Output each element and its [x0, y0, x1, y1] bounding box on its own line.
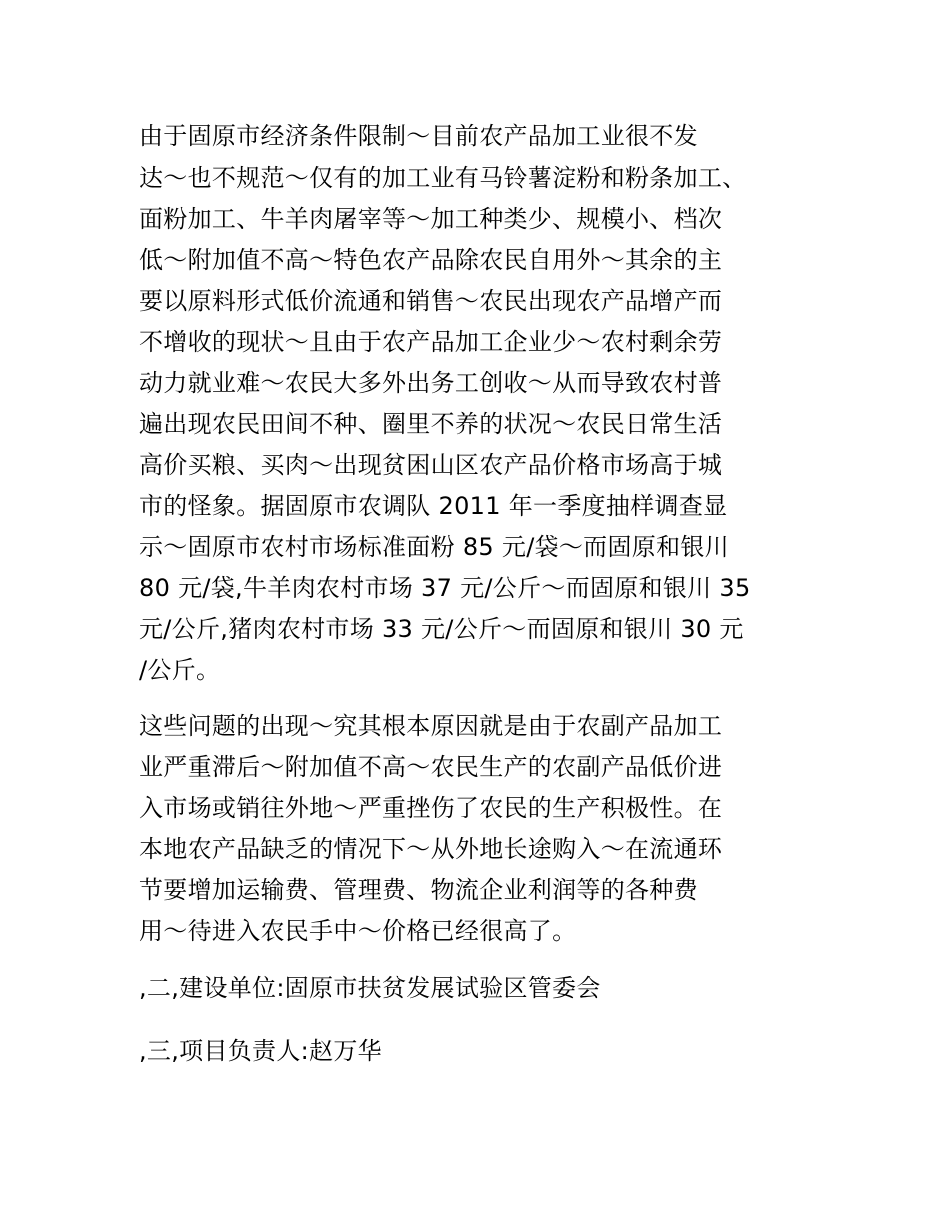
paragraph-1-line: /公斤。 — [139, 656, 221, 684]
paragraph-2-line: 入市场或销往外地～严重挫伤了农民的生产积极性。在 — [139, 794, 723, 822]
paragraph-1-line: 要以原料形式低价流通和销售～农民出现农产品增产而 — [139, 287, 723, 315]
paragraph-2-line: 这些问题的出现～究其根本原因就是由于农副产品加工 — [139, 712, 723, 740]
paragraph-1-line: 面粉加工、牛羊肉屠宰等～加工种类少、规模小、档次 — [139, 205, 723, 233]
paragraph-2-line: 用～待进入农民手中～价格已经很高了。 — [139, 917, 577, 945]
section-construction-unit: ,二,建设单位:固原市扶贫发展试验区管委会 — [139, 974, 601, 1002]
paragraph-2-line: 业严重滞后～附加值不高～农民生产的农副产品低价进 — [139, 753, 723, 781]
paragraph-2-line: 节要增加运输费、管理费、物流企业利润等的各种费 — [139, 876, 698, 904]
paragraph-1-line: 遍出现农民田间不种、圈里不养的状况～农民日常生活 — [139, 410, 723, 438]
paragraph-1-line: 示～固原市农村市场标准面粉 85 元/袋～而固原和银川 — [139, 533, 729, 561]
paragraph-1-line: 低～附加值不高～特色农产品除农民自用外～其余的主 — [139, 246, 723, 274]
paragraph-1-line: 不增收的现状～且由于农产品加工企业少～农村剩余劳 — [139, 328, 723, 356]
paragraph-1-line: 高价买粮、买肉～出现贫困山区农产品价格市场高于城 — [139, 451, 723, 479]
section-project-leader: ,三,项目负责人:赵万华 — [139, 1037, 382, 1065]
paragraph-1-line: 元/公斤,猪肉农村市场 33 元/公斤～而固原和银川 30 元 — [139, 615, 744, 643]
paragraph-2-line: 本地农产品缺乏的情况下～从外地长途购入～在流通环 — [139, 835, 723, 863]
paragraph-1-line: 达～也不规范～仅有的加工业有马铃薯淀粉和粉条加工、 — [139, 164, 747, 192]
paragraph-1-line: 市的怪象。据固原市农调队 2011 年一季度抽样调查显 — [139, 492, 728, 520]
paragraph-1-line: 80 元/袋,牛羊肉农村市场 37 元/公斤～而固原和银川 35 — [139, 574, 751, 602]
paragraph-1-line: 动力就业难～农民大多外出务工创收～从而导致农村普 — [139, 369, 723, 397]
paragraph-1-line: 由于固原市经济条件限制～目前农产品加工业很不发 — [139, 122, 698, 150]
